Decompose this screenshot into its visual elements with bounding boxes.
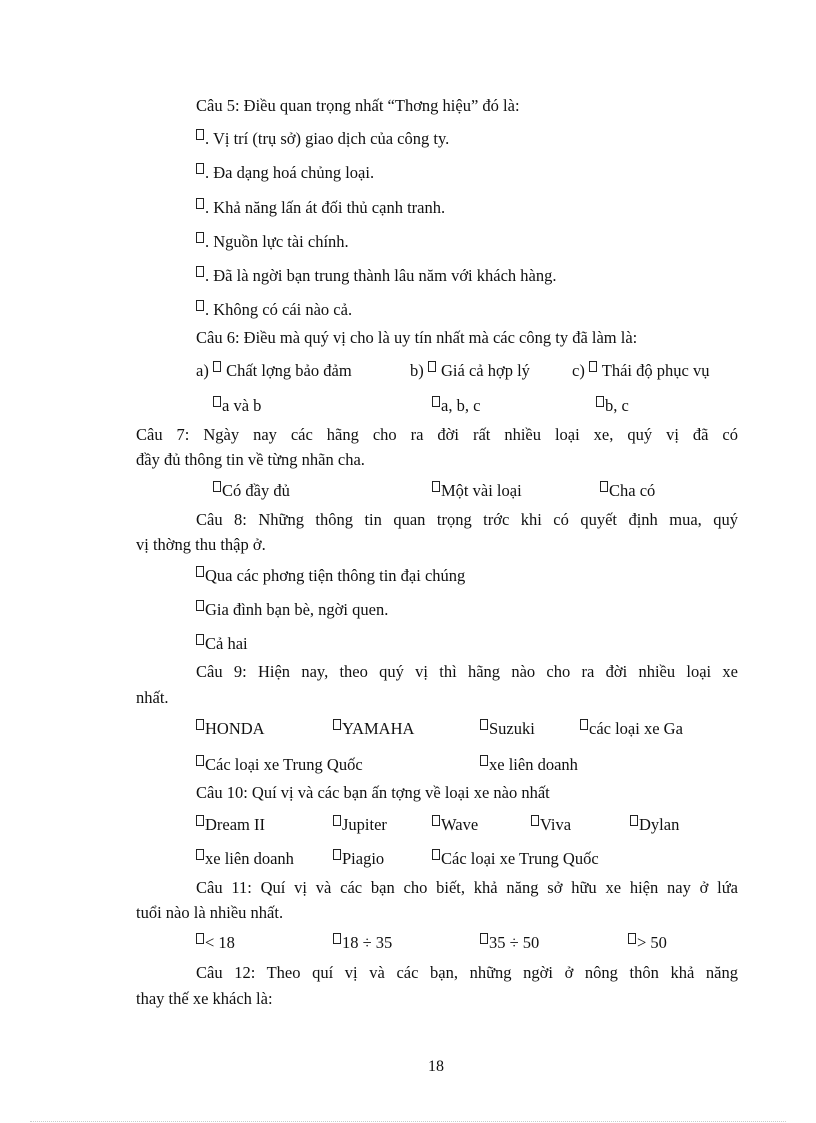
checkbox-icon[interactable] <box>333 719 341 730</box>
checkbox-icon[interactable] <box>480 755 488 766</box>
q10-option-dylan[interactable]: Dylan <box>630 815 679 835</box>
checkbox-icon[interactable] <box>531 815 539 826</box>
q8-option-1[interactable]: Qua các phơng tiện thông tin đại chúng <box>196 566 465 586</box>
q9-option-joint-venture[interactable]: xe liên doanh <box>480 755 578 775</box>
q10-option-wave[interactable]: Wave <box>432 815 478 835</box>
checkbox-icon[interactable] <box>196 129 204 140</box>
q9-option-yamaha[interactable]: YAMAHA <box>333 719 414 739</box>
q9-option-scooter[interactable]: các loại xe Ga <box>580 719 683 739</box>
checkbox-icon[interactable] <box>196 300 204 311</box>
q11-option-18-35[interactable]: 18 ÷ 35 <box>333 933 392 953</box>
checkbox-icon[interactable] <box>196 755 204 766</box>
checkbox-icon[interactable] <box>589 361 597 372</box>
question-12-line-2: thay thế xe khách là: <box>136 989 273 1008</box>
checkbox-icon[interactable] <box>428 361 436 372</box>
question-12-line-1: Câu 12: Theo quí vị và các bạn, những ngời ở nông thôn khả năng <box>196 963 738 982</box>
q6-option-ab[interactable]: a và b <box>213 396 261 416</box>
q9-option-chinese[interactable]: Các loại xe Trung Quốc <box>196 755 363 775</box>
q6-option-abc[interactable]: a, b, c <box>432 396 480 416</box>
q10-option-joint-venture[interactable]: xe liên doanh <box>196 849 294 869</box>
checkbox-icon[interactable] <box>432 396 440 407</box>
checkbox-icon[interactable] <box>596 396 604 407</box>
checkbox-icon[interactable] <box>333 933 341 944</box>
checkbox-icon[interactable] <box>600 481 608 492</box>
checkbox-icon[interactable] <box>628 933 636 944</box>
question-11-line-1: Câu 11: Quí vị và các bạn cho biết, khả năng sở hữu xe hiện nay ở lứa <box>196 878 738 897</box>
q9-option-suzuki[interactable]: Suzuki <box>480 719 535 739</box>
question-5: Câu 5: Điều quan trọng nhất “Thơng hiệu” đó là: <box>196 96 520 115</box>
q11-option-35-50[interactable]: 35 ÷ 50 <box>480 933 539 953</box>
checkbox-icon[interactable] <box>196 232 204 243</box>
question-9-line-2: nhất. <box>136 688 169 707</box>
q10-option-piagio[interactable]: Piagio <box>333 849 384 869</box>
q10-option-chinese[interactable]: Các loại xe Trung Quốc <box>432 849 599 869</box>
page-number: 18 <box>428 1058 444 1075</box>
checkbox-icon[interactable] <box>333 849 341 860</box>
checkbox-icon[interactable] <box>196 634 204 645</box>
q5-option-5[interactable]: . Đã là ngời bạn trung thành lâu năm với khách hàng. <box>196 266 557 286</box>
q7-option-1[interactable]: Có đầy đủ <box>213 481 290 501</box>
checkbox-icon[interactable] <box>196 566 204 577</box>
q7-option-2[interactable]: Một vài loại <box>432 481 522 501</box>
q10-option-viva[interactable]: Viva <box>531 815 571 835</box>
checkbox-icon[interactable] <box>213 481 221 492</box>
checkbox-icon[interactable] <box>213 361 221 372</box>
checkbox-icon[interactable] <box>480 933 488 944</box>
q8-option-3[interactable]: Cả hai <box>196 634 248 654</box>
bottom-divider <box>30 1121 786 1122</box>
checkbox-icon[interactable] <box>480 719 488 730</box>
question-7-line-1: Câu 7: Ngày nay các hãng cho ra đời rất nhiều loại xe, quý vị đã có <box>136 425 738 444</box>
q6-option-b[interactable]: b) Giá cả hợp lý <box>410 361 530 380</box>
checkbox-icon[interactable] <box>196 815 204 826</box>
checkbox-icon[interactable] <box>213 396 221 407</box>
q9-option-honda[interactable]: HONDA <box>196 719 265 739</box>
checkbox-icon[interactable] <box>196 163 204 174</box>
q7-option-3[interactable]: Cha có <box>600 481 655 501</box>
checkbox-icon[interactable] <box>432 481 440 492</box>
checkbox-icon[interactable] <box>196 933 204 944</box>
checkbox-icon[interactable] <box>196 266 204 277</box>
question-9-line-1: Câu 9: Hiện nay, theo quý vị thì hãng nào cho ra đời nhiều loại xe <box>196 662 738 681</box>
question-8-line-1: Câu 8: Những thông tin quan trọng trớc khi có quyết định mua, quý <box>196 510 738 529</box>
q5-option-6[interactable]: . Không có cái nào cả. <box>196 300 352 320</box>
question-6: Câu 6: Điều mà quý vị cho là uy tín nhất mà các công ty đã làm là: <box>196 328 638 347</box>
checkbox-icon[interactable] <box>333 815 341 826</box>
question-10: Câu 10: Quí vị và các bạn ấn tợng về loại xe nào nhất <box>196 783 550 802</box>
q11-option-under-18[interactable]: < 18 <box>196 933 235 953</box>
q5-option-3[interactable]: . Khả năng lấn át đối thủ cạnh tranh. <box>196 198 445 218</box>
q6-option-c[interactable]: c) Thái độ phục vụ <box>572 361 710 380</box>
q5-option-4[interactable]: . Nguồn lực tài chính. <box>196 232 349 252</box>
q6-option-a[interactable]: a) Chất lợng bảo đảm <box>196 361 352 380</box>
checkbox-icon[interactable] <box>432 849 440 860</box>
q5-option-1[interactable]: . Vị trí (trụ sở) giao dịch của công ty. <box>196 129 449 149</box>
q10-option-dream[interactable]: Dream II <box>196 815 265 835</box>
question-8-line-2: vị thờng thu thập ở. <box>136 535 266 554</box>
q6-option-bc[interactable]: b, c <box>596 396 629 416</box>
q5-option-2[interactable]: . Đa dạng hoá chủng loại. <box>196 163 374 183</box>
checkbox-icon[interactable] <box>580 719 588 730</box>
q10-option-jupiter[interactable]: Jupiter <box>333 815 387 835</box>
checkbox-icon[interactable] <box>196 600 204 611</box>
checkbox-icon[interactable] <box>196 849 204 860</box>
checkbox-icon[interactable] <box>630 815 638 826</box>
checkbox-icon[interactable] <box>196 719 204 730</box>
question-11-line-2: tuổi nào là nhiều nhất. <box>136 903 284 922</box>
checkbox-icon[interactable] <box>432 815 440 826</box>
q8-option-2[interactable]: Gia đình bạn bè, ngời quen. <box>196 600 388 620</box>
q11-option-over-50[interactable]: > 50 <box>628 933 667 953</box>
checkbox-icon[interactable] <box>196 198 204 209</box>
question-7-line-2: đầy đủ thông tin về từng nhãn cha. <box>136 450 365 469</box>
